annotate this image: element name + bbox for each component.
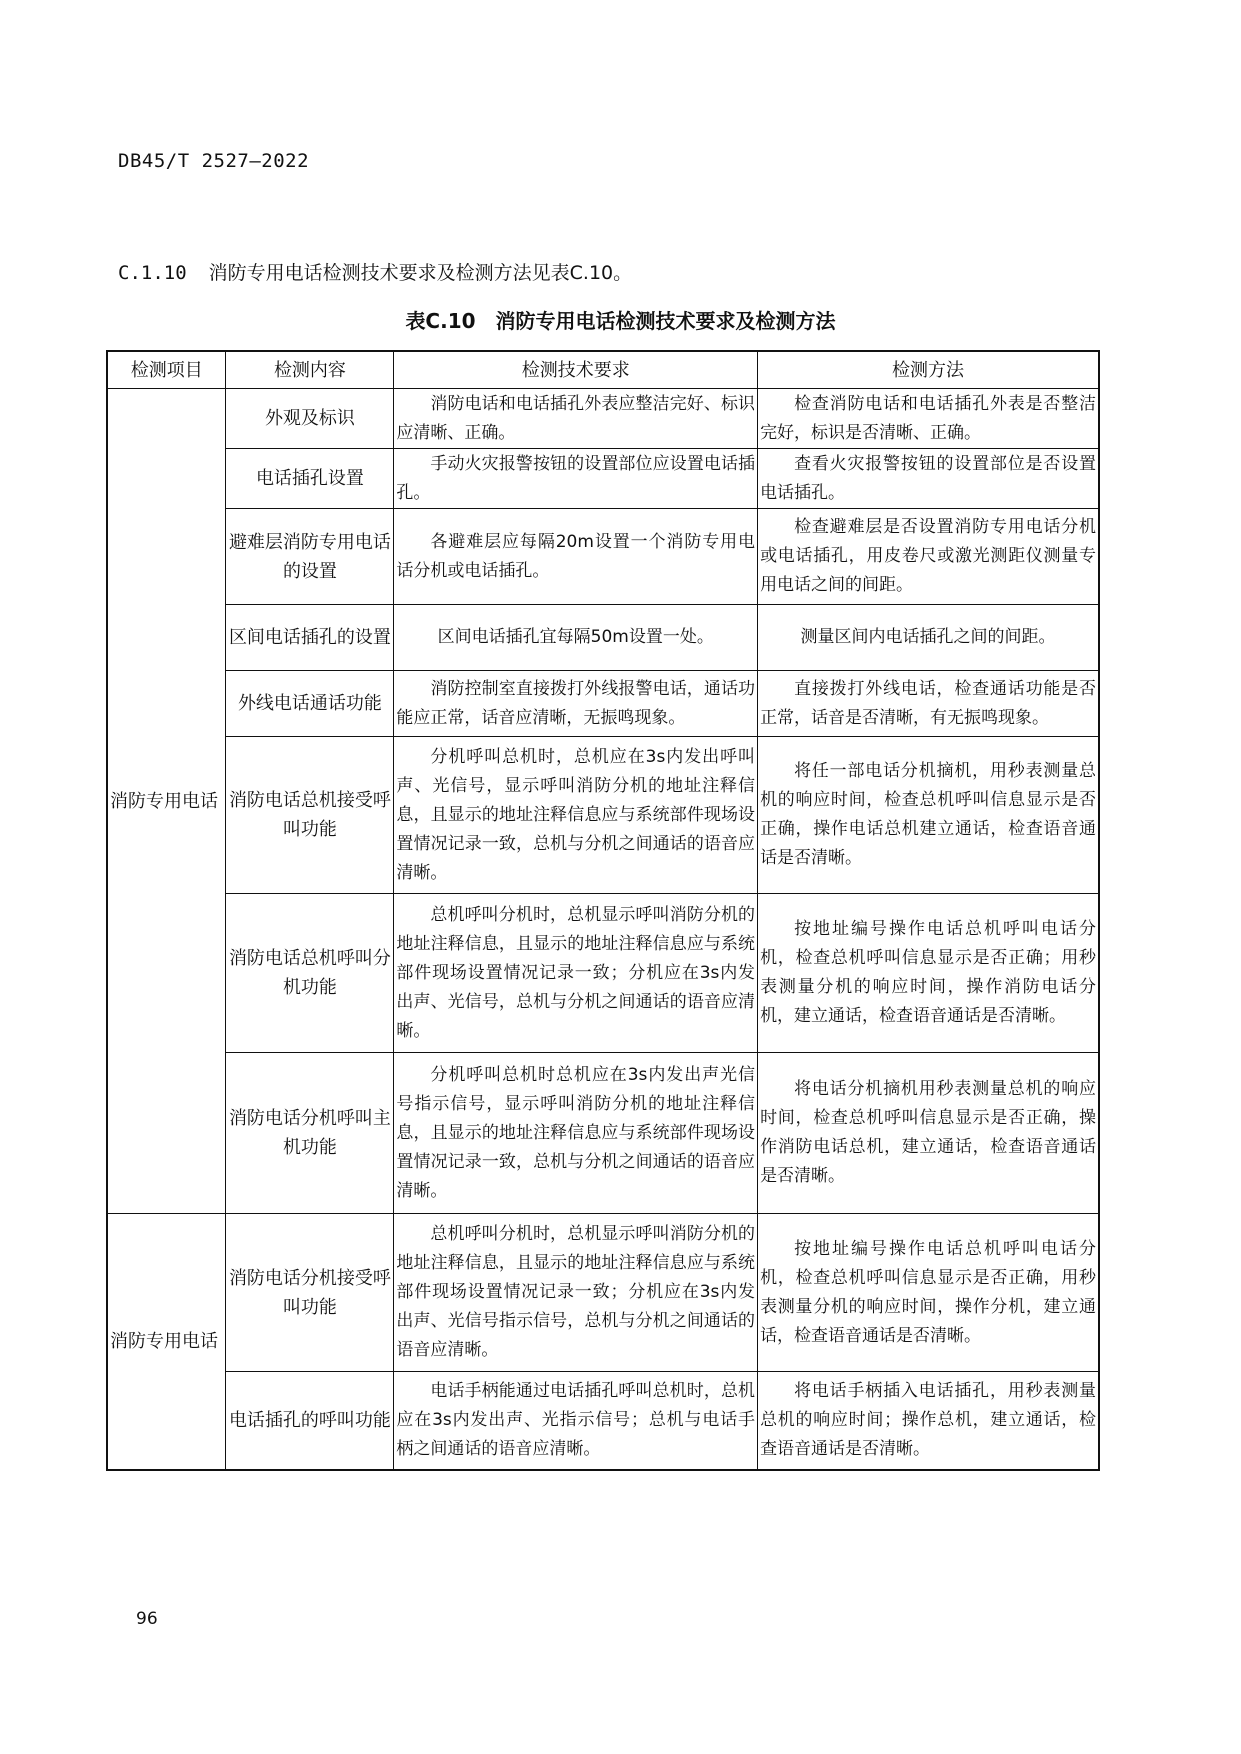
header-item: 检测项目 xyxy=(107,351,226,389)
table-header-row xyxy=(107,351,1099,389)
requirement-cell: 消防控制室直接拨打外线报警电话，通话功能应正常，话音应清晰，无振鸣现象。 xyxy=(394,671,758,737)
method-cell: 测量区间内电话插孔之间的间距。 xyxy=(758,605,1099,671)
table-row xyxy=(107,894,1099,1053)
table-row xyxy=(107,509,1099,605)
table-row xyxy=(107,1214,1099,1372)
requirement-cell: 总机呼叫分机时，总机显示呼叫消防分机的地址注释信息，且显示的地址注释信息应与系统部件现场设置情况记录一致；分机应在3s内发出声、光信号指示信号，总机与分机之间通话的语音应清晰。 xyxy=(394,1214,758,1372)
table-title-text: 消防专用电话检测技术要求及检测方法 xyxy=(495,309,836,333)
clause-number: C.1.10 xyxy=(118,262,187,284)
clause-text: 消防专用电话检测技术要求及检测方法见表C.10。 xyxy=(208,262,633,284)
requirement-cell: 消防电话和电话插孔外表应整洁完好、标识应清晰、正确。 xyxy=(394,389,758,449)
requirement-cell: 区间电话插孔宜每隔50m设置一处。 xyxy=(394,605,758,671)
content-cell: 区间电话插孔的设置 xyxy=(226,605,394,671)
content-cell: 外观及标识 xyxy=(226,389,394,449)
table-row xyxy=(107,449,1099,509)
method-cell: 检查避难层是否设置消防专用电话分机或电话插孔，用皮卷尺或激光测距仪测量专用电话之间的间距。 xyxy=(758,509,1099,605)
method-cell: 按地址编号操作电话总机呼叫电话分机，检查总机呼叫信息显示是否正确，用秒表测量分机的响应时间，操作分机，建立通话，检查语音通话是否清晰。 xyxy=(758,1214,1099,1372)
clause-paragraph xyxy=(118,258,632,285)
table-row xyxy=(107,671,1099,737)
method-cell: 将电话分机摘机用秒表测量总机的响应时间，检查总机呼叫信息显示是否正确，操作消防电话总机，建立通话，检查语音通话是否清晰。 xyxy=(758,1053,1099,1214)
content-cell: 电话插孔设置 xyxy=(226,449,394,509)
table-row xyxy=(107,1372,1099,1470)
requirement-cell: 分机呼叫总机时总机应在3s内发出声光信号指示信号，显示呼叫消防分机的地址注释信息，且显示的地址注释信息应与系统部件现场设置情况记录一致，总机与分机之间通话的语音应清晰。 xyxy=(394,1053,758,1214)
group-cell: 消防专用电话 xyxy=(107,389,226,1214)
header-content: 检测内容 xyxy=(226,351,394,389)
method-cell: 直接拨打外线电话，检查通话功能是否正常，话音是否清晰，有无振鸣现象。 xyxy=(758,671,1099,737)
method-cell: 检查消防电话和电话插孔外表是否整洁完好，标识是否清晰、正确。 xyxy=(758,389,1099,449)
content-cell: 电话插孔的呼叫功能 xyxy=(226,1372,394,1470)
table-number: 表C.10 xyxy=(405,309,476,333)
content-cell: 外线电话通话功能 xyxy=(226,671,394,737)
table-row xyxy=(107,1053,1099,1214)
table-row xyxy=(107,389,1099,449)
method-cell: 将任一部电话分机摘机，用秒表测量总机的响应时间，检查总机呼叫信息显示是否正确，操作电话总机建立通话，检查语音通话是否清晰。 xyxy=(758,737,1099,894)
table-row xyxy=(107,737,1099,894)
content-cell: 避难层消防专用电话的设置 xyxy=(226,509,394,605)
content-cell: 消防电话分机接受呼叫功能 xyxy=(226,1214,394,1372)
requirement-cell: 各避难层应每隔20m设置一个消防专用电话分机或电话插孔。 xyxy=(394,509,758,605)
table-row xyxy=(107,605,1099,671)
requirement-cell: 手动火灾报警按钮的设置部位应设置电话插孔。 xyxy=(394,449,758,509)
content-cell: 消防电话总机呼叫分机功能 xyxy=(226,894,394,1053)
requirement-cell: 总机呼叫分机时，总机显示呼叫消防分机的地址注释信息，且显示的地址注释信息应与系统部件现场设置情况记录一致；分机应在3s内发出声、光信号，总机与分机之间通话的语音应清晰。 xyxy=(394,894,758,1053)
document-code: DB45/T 2527—2022 xyxy=(118,150,310,172)
requirement-cell: 分机呼叫总机时，总机应在3s内发出呼叫声、光信号，显示呼叫消防分机的地址注释信息，且显示的地址注释信息应与系统部件现场设置情况记录一致，总机与分机之间通话的语音应清晰。 xyxy=(394,737,758,894)
method-cell: 查看火灾报警按钮的设置部位是否设置电话插孔。 xyxy=(758,449,1099,509)
header-method: 检测方法 xyxy=(758,351,1099,389)
method-cell: 按地址编号操作电话总机呼叫电话分机，检查总机呼叫信息显示是否正确；用秒表测量分机的响应时间，操作消防电话分机，建立通话，检查语音通话是否清晰。 xyxy=(758,894,1099,1053)
requirement-cell: 电话手柄能通过电话插孔呼叫总机时，总机应在3s内发出声、光指示信号；总机与电话手柄之间通话的语音应清晰。 xyxy=(394,1372,758,1470)
group-cell: 消防专用电话 xyxy=(107,1214,226,1470)
content-cell: 消防电话总机接受呼叫功能 xyxy=(226,737,394,894)
content-cell: 消防电话分机呼叫主机功能 xyxy=(226,1053,394,1214)
inspection-table xyxy=(106,350,1100,1471)
method-cell: 将电话手柄插入电话插孔，用秒表测量总机的响应时间；操作总机，建立通话，检查语音通话是否清晰。 xyxy=(758,1372,1099,1470)
page-number: 96 xyxy=(136,1609,158,1629)
table-title xyxy=(0,305,1241,334)
header-requirement: 检测技术要求 xyxy=(394,351,758,389)
